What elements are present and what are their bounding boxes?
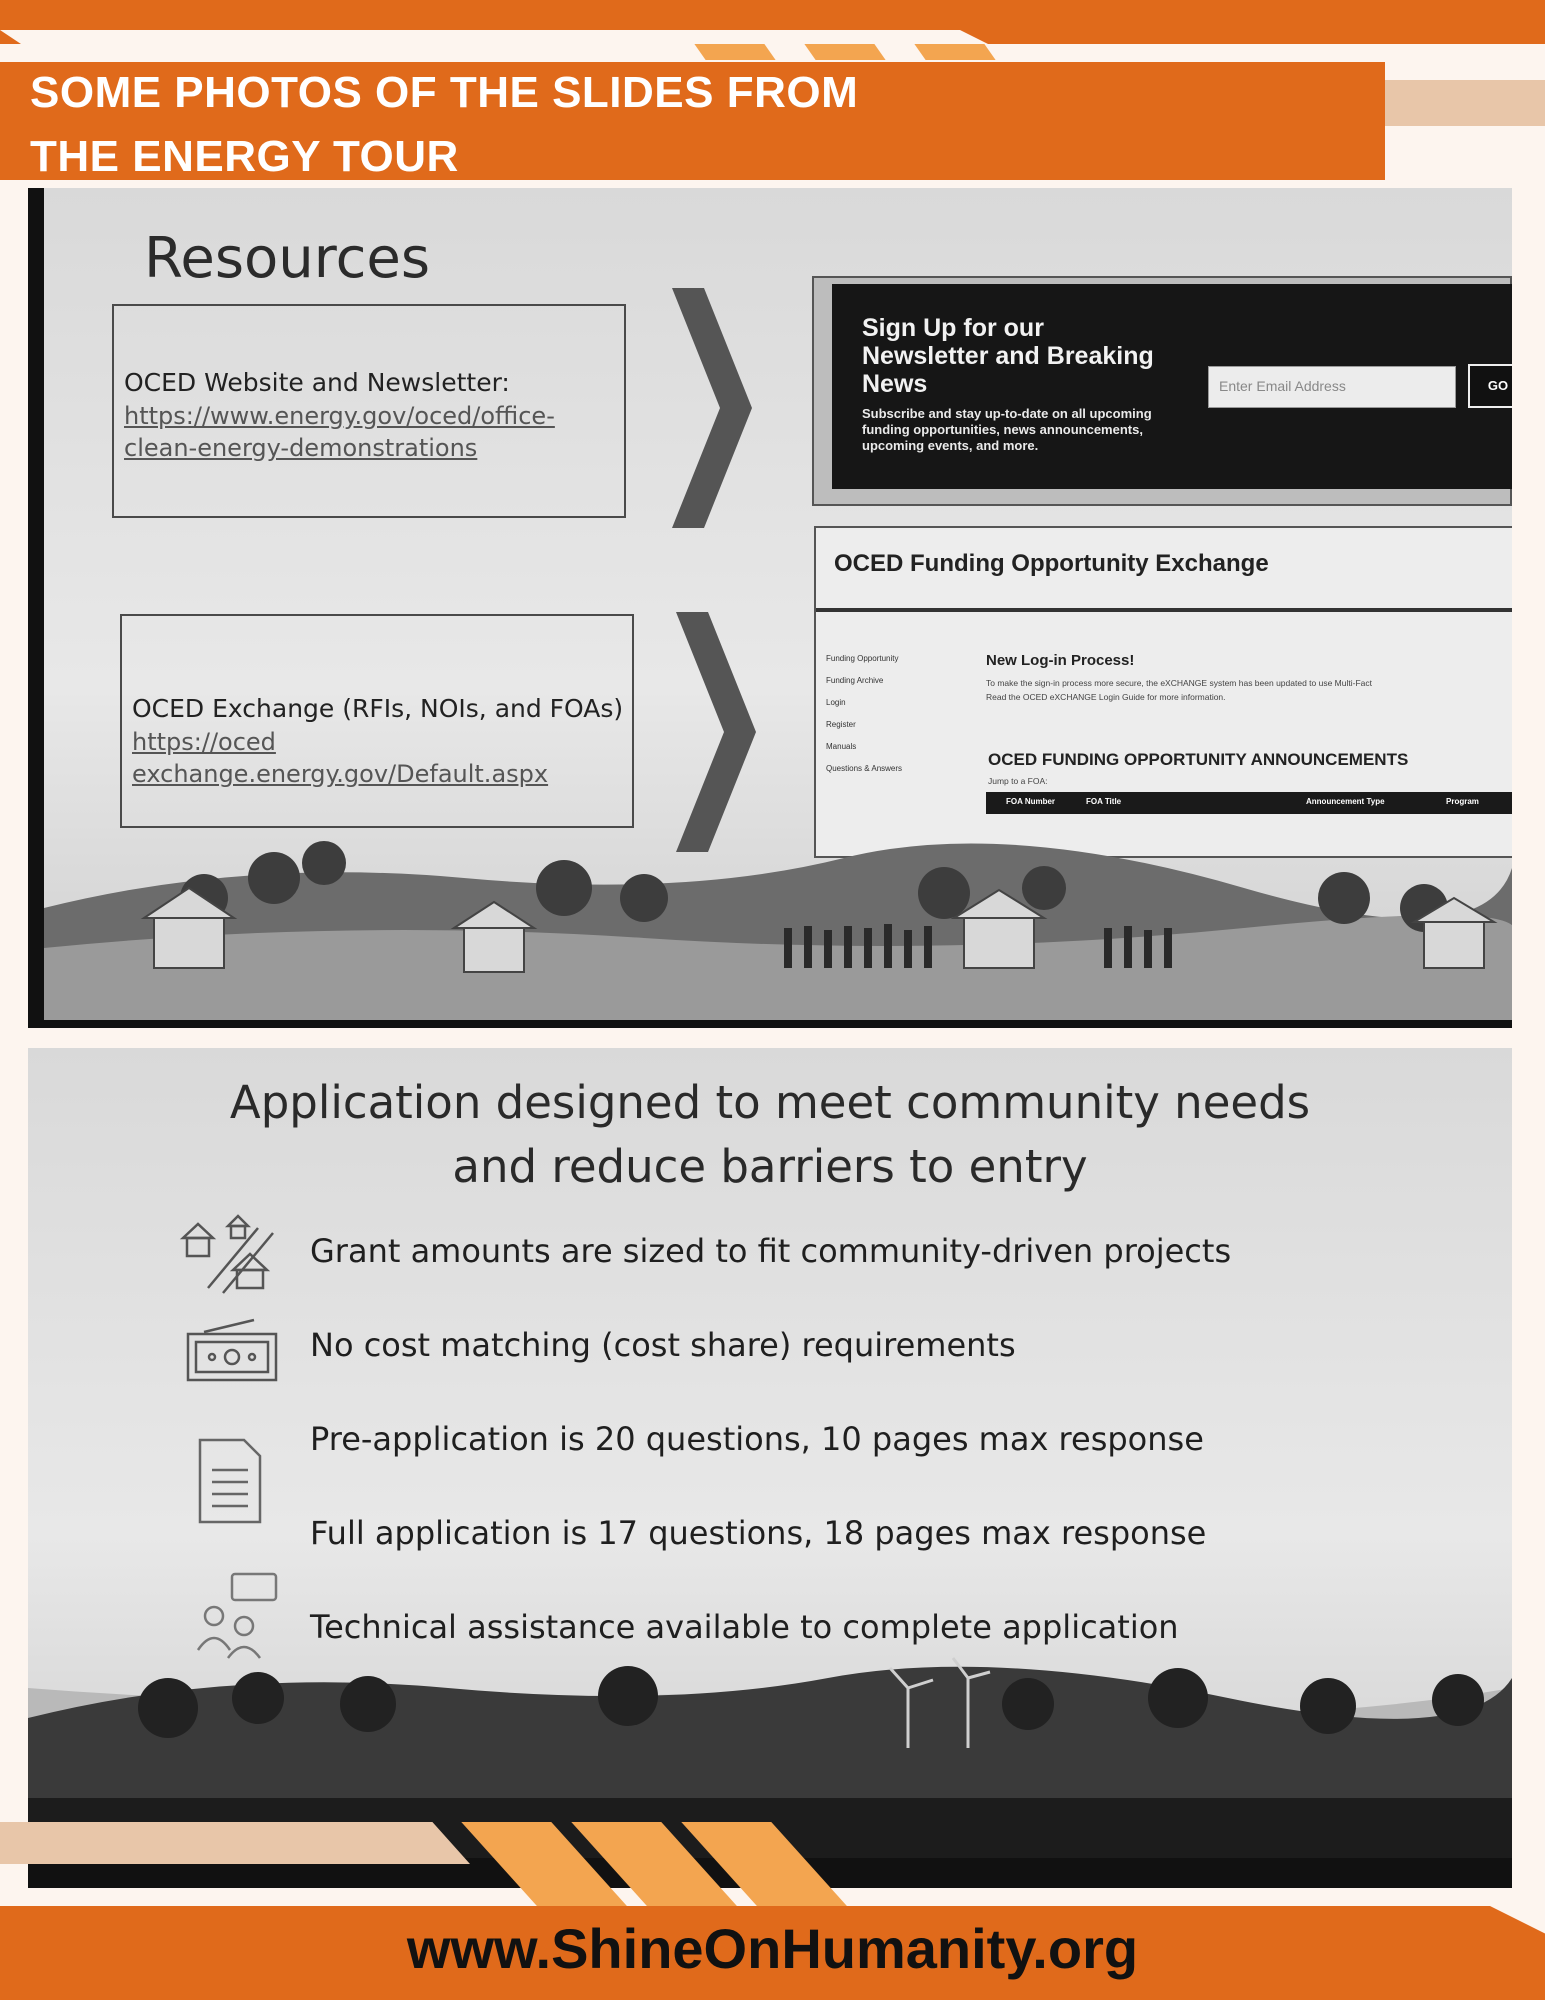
resource-link[interactable]: clean-energy-demonstrations [124, 434, 478, 462]
table-header: Program [1446, 797, 1479, 806]
top-stripe [914, 44, 995, 60]
newsletter-description: Subscribe and stay up-to-date on all upcoming [862, 406, 1152, 421]
resource-box-exchange [120, 614, 634, 828]
jump-to-foa[interactable]: Jump to a FOA: [988, 776, 1048, 786]
resource-label: OCED Exchange (RFIs, NOIs, and FOAs) [132, 694, 624, 723]
slide-title: and reduce barriers to entry [452, 1140, 1088, 1193]
exchange-nav-item[interactable]: Funding Archive [826, 676, 884, 685]
slide-heading: Resources [144, 226, 430, 291]
newsletter-description: funding opportunities, news announcements, [862, 422, 1143, 437]
slide-screen [28, 1048, 1512, 1858]
login-heading: New Log-in Process! [986, 652, 1135, 669]
title-peach-accent [1385, 80, 1545, 126]
foa-table-header [986, 792, 1512, 814]
resource-link[interactable]: https://www.energy.gov/oced/office- [124, 402, 555, 430]
resource-link[interactable]: https://oced [132, 728, 276, 756]
table-header: FOA Number [1006, 797, 1056, 806]
houses-icon [178, 1208, 278, 1298]
newsletter-title: Sign Up for our [862, 314, 1044, 342]
footer-url[interactable]: www.ShineOnHumanity.org [406, 1917, 1139, 1980]
exchange-nav-item[interactable]: Register [826, 720, 856, 729]
exchange-nav-item[interactable]: Questions & Answers [826, 764, 903, 773]
newsletter-title: News [862, 370, 928, 398]
photo-resources-slide [28, 188, 1512, 1028]
table-header: FOA Title [1086, 797, 1122, 806]
foa-heading: OCED FUNDING OPPORTUNITY ANNOUNCEMENTS [988, 750, 1409, 769]
village-illustration [44, 818, 1512, 1020]
slide-title: Application designed to meet community needs [229, 1076, 1311, 1129]
exchange-title: OCED Funding Opportunity Exchange [834, 550, 1269, 577]
newsletter-title: Newsletter and Breaking [862, 342, 1154, 370]
assistance-icon [192, 1570, 282, 1660]
top-stripe [694, 44, 775, 60]
bottom-peach-accent [0, 1822, 470, 1864]
exchange-nav-item[interactable]: Manuals [826, 742, 857, 751]
table-header: Announcement Type [1306, 797, 1385, 806]
exchange-nav-item[interactable]: Login [826, 698, 846, 707]
login-text: Read the OCED eXCHANGE Login Guide for more information. [986, 692, 1226, 702]
newsletter-panel [812, 276, 1512, 506]
top-stripe [804, 44, 885, 60]
chevron-right-icon [676, 612, 756, 852]
resource-label: OCED Website and Newsletter: [124, 368, 510, 397]
slide-screen [44, 188, 1512, 1020]
list-item: Pre-application is 20 questions, 10 pages max response [310, 1420, 1204, 1458]
list-item: Full application is 17 questions, 18 pages max response [310, 1514, 1207, 1552]
exchange-nav-item[interactable]: Funding Opportunity [826, 654, 899, 663]
email-field[interactable]: Enter Email Address [1208, 366, 1456, 408]
money-icon [184, 1316, 280, 1386]
go-button[interactable]: GO [1468, 364, 1512, 408]
page-title-line2: THE ENERGY TOUR [30, 132, 459, 181]
newsletter-box [832, 284, 1512, 489]
list-item: Grant amounts are sized to fit community-driven projects [310, 1232, 1232, 1270]
exchange-panel [814, 526, 1512, 858]
title-band [0, 62, 1385, 180]
list-item: Technical assistance available to complete application [310, 1608, 1179, 1646]
list-item: No cost matching (cost share) requirements [310, 1326, 1016, 1364]
login-text: To make the sign-in process more secure, the eXCHANGE system has been updated to use Multi-Fact [986, 678, 1372, 688]
chevron-right-icon [672, 288, 752, 528]
resource-box-website [112, 304, 626, 518]
divider [816, 608, 1512, 612]
photo-application-slide [28, 1048, 1512, 1888]
resource-link[interactable]: exchange.energy.gov/Default.aspx [132, 760, 549, 788]
newsletter-description: upcoming events, and more. [862, 438, 1039, 453]
document-icon [196, 1436, 266, 1526]
page-title-line1: SOME PHOTOS OF THE SLIDES FROM [30, 68, 859, 117]
